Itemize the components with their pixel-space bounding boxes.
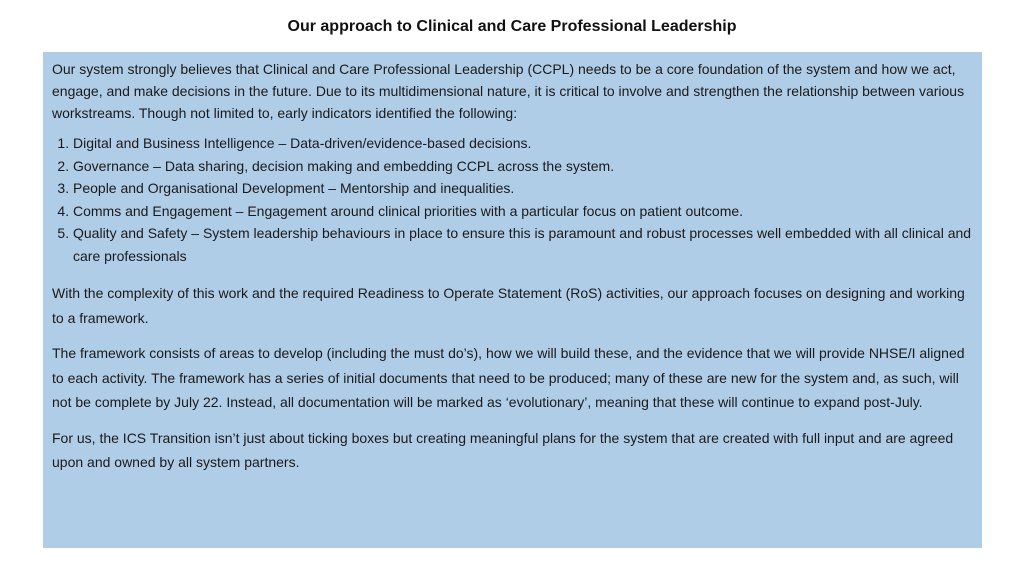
list-item: 1. Digital and Business Intelligence – Data-driven/evidence-based decisions. xyxy=(73,132,974,155)
list-item: 2. Governance – Data sharing, decision making and embedding CCPL across the system. xyxy=(73,155,974,178)
intro-paragraph: Our system strongly believes that Clinical and Care Professional Leadership (CCPL) needs to be a core foundation of the system and how we act, engage, and make decisions in the future. Due to its multidimensional nature, it is critical to involve and strengthen the relationship between various workstreams. Though not limited to, early indicators identified the following: xyxy=(52,61,965,121)
complexity-paragraph: With the complexity of this work and the required Readiness to Operate Statement (RoS) activities, our approach focuses on designing and working to a framework. xyxy=(52,285,965,326)
list-item: 5. Quality and Safety – System leadership behaviours in place to ensure this is paramount and robust processes well embedded with all clinical and care professionals xyxy=(73,222,974,267)
ics-transition-paragraph: For us, the ICS Transition isn’t just about ticking boxes but creating meaningful plans for the system that are created with full input and are agreed upon and owned by all system partners. xyxy=(52,429,954,470)
content-panel xyxy=(43,52,982,548)
list-item: 3. People and Organisational Development – Mentorship and inequalities. xyxy=(73,177,974,200)
list-item: 4. Comms and Engagement – Engagement around clinical priorities with a particular focus on patient outcome. xyxy=(73,200,974,223)
framework-paragraph: The framework consists of areas to develop (including the must do’s), how we will build these, and the evidence that we will provide NHSE/I aligned to each activity. The framework has a series of initial documents that need to be produced; many of these are new for the system and, as such, will not be complete by July 22. Instead, all documentation will be marked as ‘evolutionary’, meaning that these will continue to expand post-July. xyxy=(52,345,965,410)
page-title: Our approach to Clinical and Care Professional Leadership xyxy=(287,18,737,35)
indicator-list xyxy=(52,132,974,267)
